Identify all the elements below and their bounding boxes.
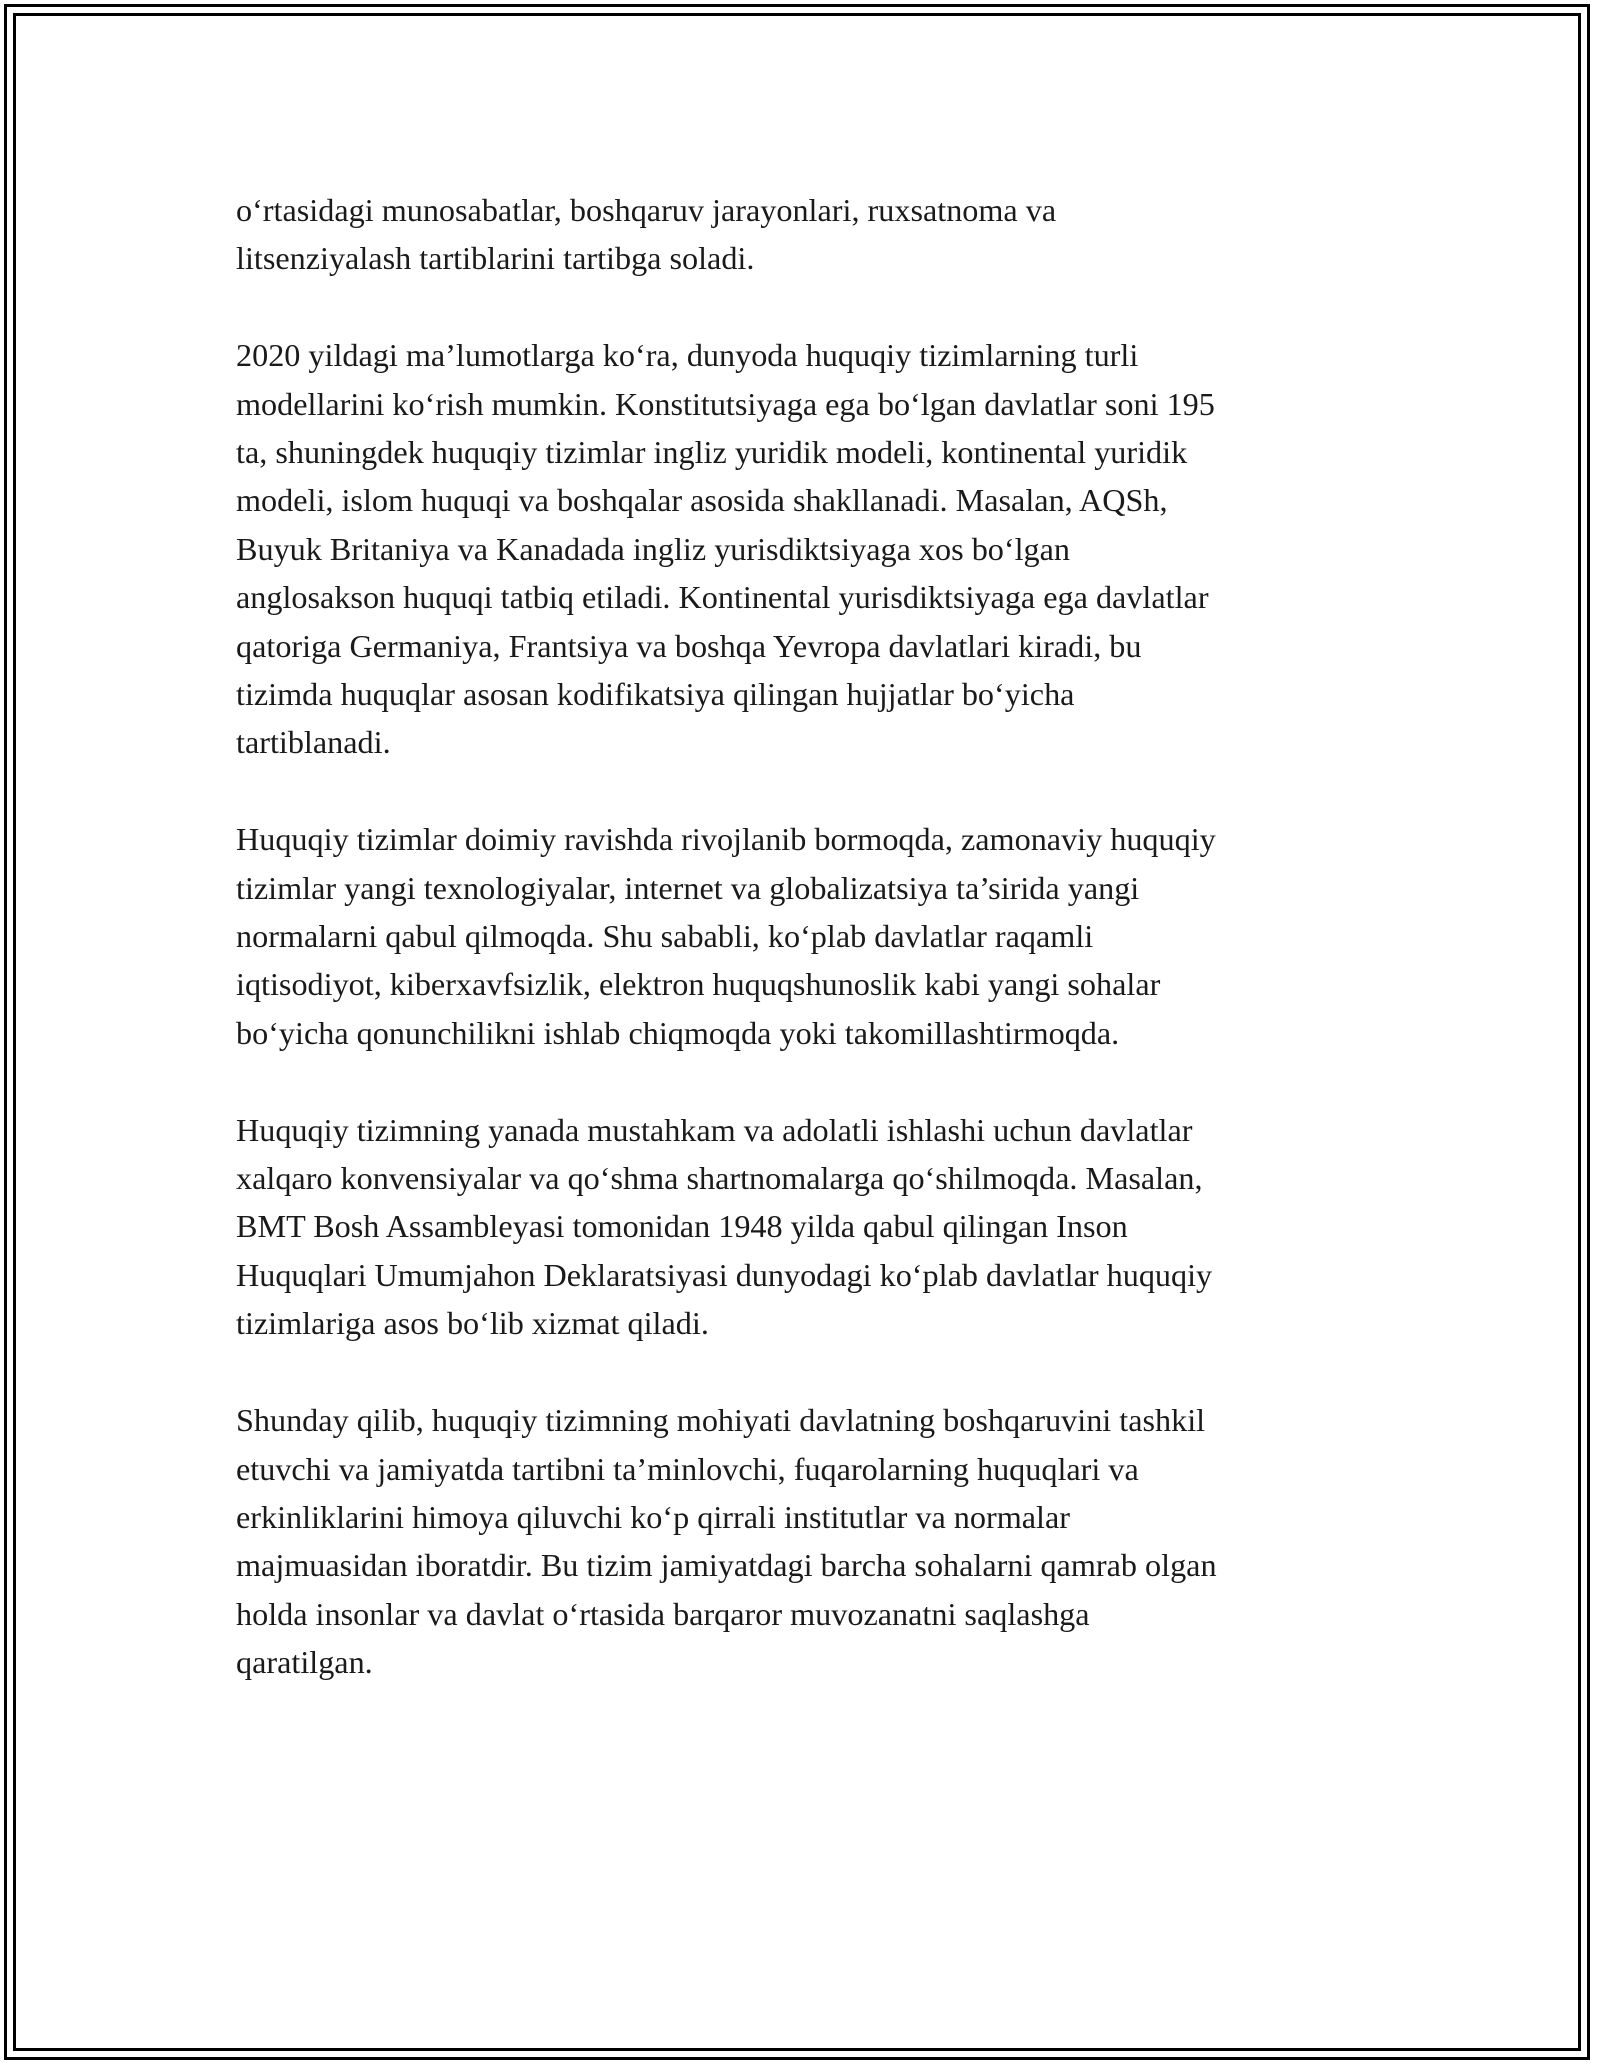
text-line: Huquqlari Umumjahon Deklaratsiyasi dunyodagi ko‘plab davlatlar huquqiy bbox=[236, 1256, 1213, 1293]
text-line: bo‘yicha qonunchilikni ishlab chiqmoqda yoki takomillashtirmoqda. bbox=[236, 1014, 1120, 1051]
paragraph-3 bbox=[236, 815, 1366, 1057]
paragraph-4 bbox=[236, 1106, 1366, 1348]
text-line: BMT Bosh Assambleyasi tomonidan 1948 yilda qabul qilingan Inson bbox=[236, 1208, 1128, 1245]
text-line: xalqaro konvensiyalar va qo‘shma shartnomalarga qo‘shilmoqda. Masalan, bbox=[236, 1160, 1203, 1197]
text-line: litsenziyalash tartiblarini tartibga soladi. bbox=[236, 240, 755, 277]
text-line: iqtisodiyot, kiberxavfsizlik, elektron huquqshunoslik kabi yangi sohalar bbox=[236, 966, 1161, 1003]
text-line: o‘rtasidagi munosabatlar, boshqaruv jarayonlari, ruxsatnoma va bbox=[236, 192, 1057, 228]
text-line: 2020 yildagi ma’lumotlarga ko‘ra, dunyoda huquqiy tizimlarning turli bbox=[236, 337, 1139, 374]
paragraph-1 bbox=[236, 186, 1366, 283]
text-line: tizimlar yangi texnologiyalar, internet va globalizatsiya ta’sirida yangi bbox=[236, 869, 1140, 906]
text-line: erkinliklarini himoya qiluvchi ko‘p qirrali institutlar va normalar bbox=[236, 1498, 1070, 1535]
text-line: anglosakson huquqi tatbiq etiladi. Kontinental yurisdiktsiyaga ega davlatlar bbox=[236, 579, 1209, 616]
paragraph-2 bbox=[236, 331, 1366, 767]
paragraph-5 bbox=[236, 1396, 1366, 1686]
document-body bbox=[236, 186, 1366, 1735]
text-line: holda insonlar va davlat o‘rtasida barqaror muvozanatni saqlashga bbox=[236, 1595, 1090, 1632]
text-line: etuvchi va jamiyatda tartibni ta’minlovchi, fuqarolarning huquqlari va bbox=[236, 1450, 1139, 1487]
text-line: Huquqiy tizimlar doimiy ravishda rivojlanib bormoqda, zamonaviy huquqiy bbox=[236, 821, 1216, 858]
text-line: Shunday qilib, huquqiy tizimning mohiyati davlatning boshqaruvini tashkil bbox=[236, 1402, 1206, 1439]
text-line: normalarni qabul qilmoqda. Shu sababli, ko‘plab davlatlar raqamli bbox=[236, 918, 1094, 955]
text-line: qaratilgan. bbox=[236, 1644, 373, 1681]
text-line: Huquqiy tizimning yanada mustahkam va adolatli ishlashi uchun davlatlar bbox=[236, 1111, 1193, 1148]
text-line: majmuasidan iboratdir. Bu tizim jamiyatdagi barcha sohalarni qamrab olgan bbox=[236, 1547, 1217, 1584]
text-line: tizimda huquqlar asosan kodifikatsiya qilingan hujjatlar bo‘yicha bbox=[236, 676, 1075, 713]
text-line: qatoriga Germaniya, Frantsiya va boshqa Yevropa davlatlari kiradi, bu bbox=[236, 627, 1142, 664]
text-line: modeli, islom huquqi va boshqalar asosida shakllanadi. Masalan, AQSh, bbox=[236, 482, 1168, 519]
text-line: ta, shuningdek huquqiy tizimlar ingliz yuridik modeli, kontinental yuridik bbox=[236, 434, 1188, 471]
text-line: Buyuk Britaniya va Kanadada ingliz yurisdiktsiyaga xos bo‘lgan bbox=[236, 530, 1071, 567]
text-line: tartiblanadi. bbox=[236, 724, 391, 761]
text-line: tizimlariga asos bo‘lib xizmat qiladi. bbox=[236, 1305, 709, 1342]
text-line: modellarini ko‘rish mumkin. Konstitutsiyaga ega bo‘lgan davlatlar soni 195 bbox=[236, 385, 1215, 422]
